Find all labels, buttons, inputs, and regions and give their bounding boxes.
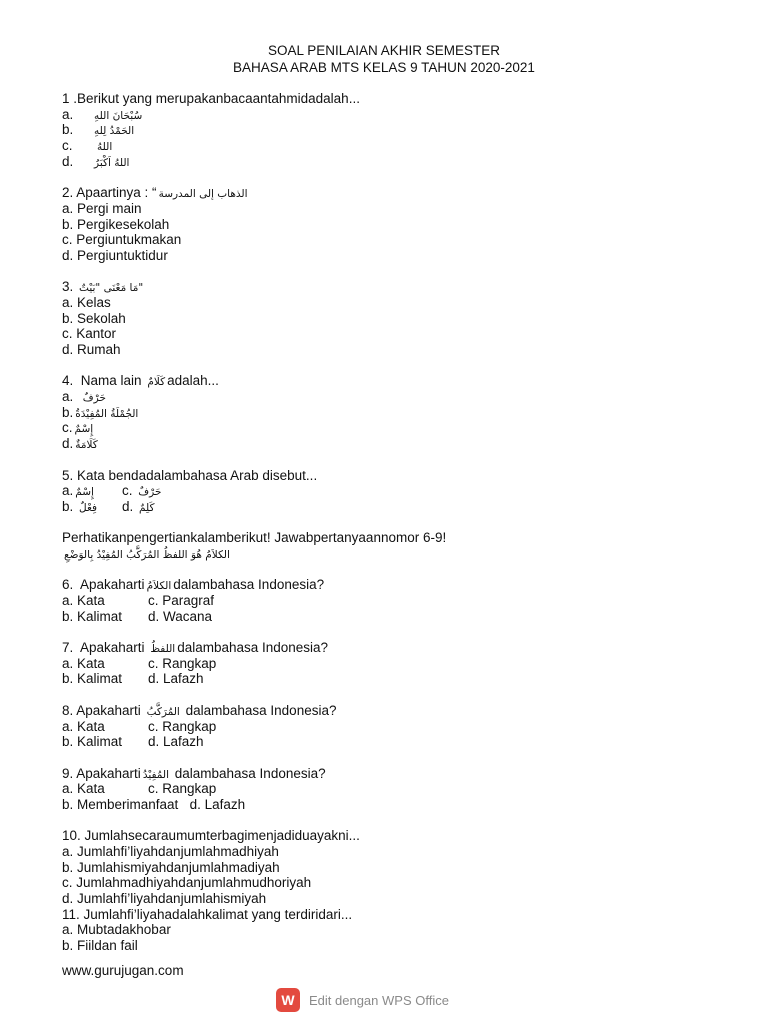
question-8: 8. Apakaharti المُرَكَّبُ dalambahasa Indonesia? [62, 702, 337, 718]
question-9: 9. Apakaharti المُفِيْدُ dalambahasa Indonesia? [62, 765, 326, 781]
question-6: 6. Apakaharti الكلاَمُ dalambahasa Indonesia? [62, 577, 325, 593]
option-1d: d. اللهُ اَكْبَرُ [62, 153, 130, 169]
options-7-row2: b. Kalimat d. Lafazh [62, 671, 204, 687]
option-10c: c. Jumlahmadhiyahdanjumlahmudhoriyah [62, 875, 312, 891]
instruction-text: Perhatikanpengertiankalamberikut! Jawabpertanyaannomor 6-9! [62, 530, 447, 546]
question-2: 2. Apaartinya : “ الذهاب إلى المدرسة [62, 185, 248, 201]
option-2d: d. Pergiuntuktidur [62, 247, 168, 263]
source-url: www.gurujugan.com [62, 963, 184, 978]
option-2c: c. Pergiuntukmakan [62, 232, 182, 248]
options-6-row1: a. Kata c. Paragraf [62, 593, 215, 608]
options-5-row2: b. فِعْلٌ d. كَلِمٌ [62, 498, 155, 514]
option-3c: c. Kantor [62, 326, 117, 342]
options-8-row1: a. Kata c. Rangkap [62, 718, 217, 734]
option-10b: b. Jumlahismiyahdanjumlahmadiyah [62, 859, 280, 875]
option-1b: b. الحَمْدُ لِلهِ [62, 122, 135, 138]
question-4: 4. Nama lain كَلَامٌ adalah... [62, 373, 219, 389]
question-1: 1 .Berikut yang merupakanbacaantahmidadalah... [62, 91, 360, 106]
question-5: 5. Kata bendadalambahasa Arab disebut... [62, 467, 318, 483]
option-1c: c. اللهُ [62, 138, 113, 154]
document-title: SOAL PENILAIAN AKHIR SEMESTER [267, 43, 501, 58]
options-9-row2: b. Memberimanfaat d. Lafazh [62, 796, 246, 812]
option-2b: b. Pergikesekolah [62, 216, 170, 232]
wps-edit-button[interactable] [276, 988, 449, 1012]
option-4d: d. كَلَامَةٌ [62, 436, 98, 452]
question-11: 11. Jumlahfi’liyahadalahkalimat yang terdiridari... [62, 906, 353, 922]
option-1a: a. سُبْحَانَ اللهِ [62, 106, 143, 122]
question-3: 3. "مَا مَعْنَى "بَيْتٌ [62, 279, 144, 295]
question-10: 10. Jumlahsecaraumumterbagimenjadiduayakni... [62, 828, 360, 844]
option-3d: d. Rumah [62, 342, 121, 357]
option-10d: d. Jumlahfi’liyahdanjumlahismiyah [62, 891, 267, 907]
option-10a: a. Jumlahfi’liyahdanjumlahmadhiyah [62, 844, 279, 859]
option-4a: a. حَرْفٌ [62, 389, 106, 405]
option-11b: b. Fiildan fail [62, 938, 138, 954]
option-3b: b. Sekolah [62, 310, 126, 326]
options-9-row1: a. Kata c. Rangkap [62, 781, 217, 797]
options-6-row2: b. Kalimat d. Wacana [62, 608, 213, 624]
option-3a: a. Kelas [62, 294, 111, 310]
options-7-row1: a. Kata c. Rangkap [62, 655, 217, 671]
document-subtitle: BAHASA ARAB MTS KELAS 9 TAHUN 2020-2021 [233, 60, 535, 75]
wps-logo-icon: W [276, 988, 300, 1012]
options-8-row2: b. Kalimat d. Lafazh [62, 734, 204, 750]
instruction-arabic: الكلاَمُ هُوَ اللفظُ المُرَكَّبُ المُفِيْدُ بِالوَضْعِ [64, 548, 230, 561]
question-list [62, 91, 722, 954]
options-5-row1: a. إِسْمٌ c. حَرْفٌ [62, 483, 162, 499]
wps-edit-label: Edit dengan WPS Office [309, 992, 449, 1008]
question-7: 7. Apakaharti اللفظُ dalambahasa Indonesia? [62, 640, 329, 656]
option-2a: a. Pergi main [62, 200, 142, 216]
option-4b: b. الجُمْلَةُ المُفِيْدَةُ [62, 404, 139, 420]
option-11a: a. Mubtadakhobar [62, 922, 171, 938]
option-4c: c. إِسْمٌ [62, 420, 94, 436]
